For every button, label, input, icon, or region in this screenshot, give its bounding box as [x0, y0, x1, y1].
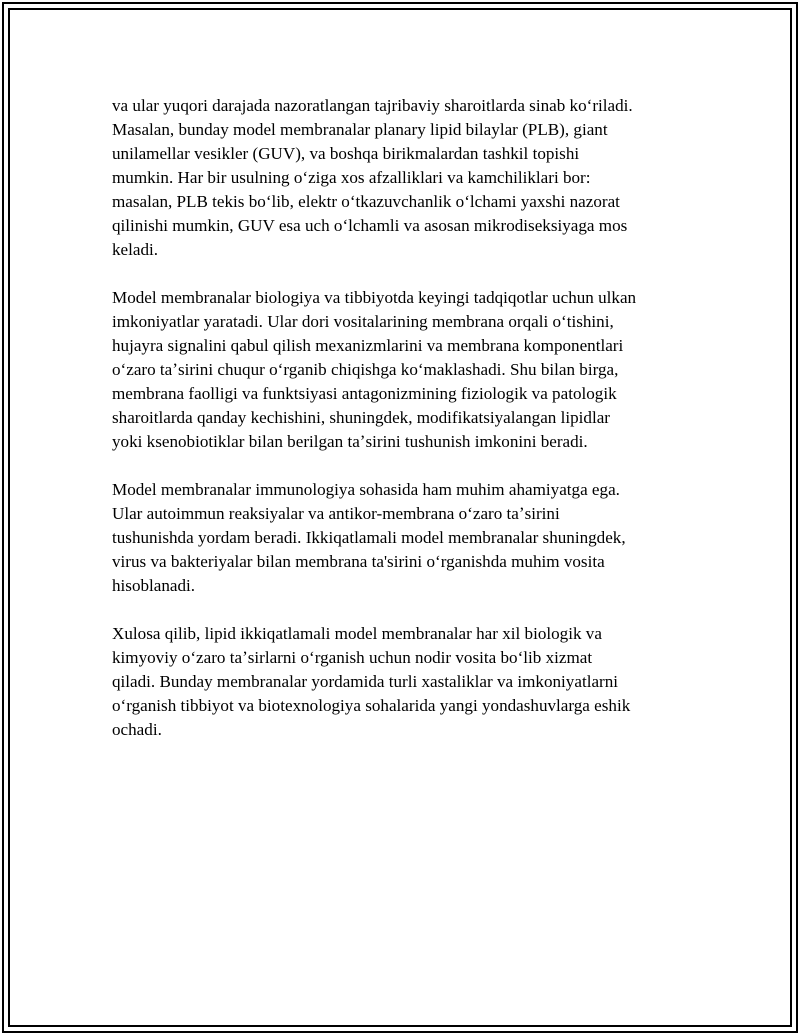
text-line: Model membranalar immunologiya sohasida ham muhim ahamiyatga ega.: [112, 480, 620, 499]
paragraph-2: [112, 286, 690, 454]
text-line: oʻzaro taʼsirini chuqur oʻrganib chiqishga koʻmaklashadi. Shu bilan birga,: [112, 360, 619, 379]
text-line: oʻrganish tibbiyot va biotexnologiya sohalarida yangi yondashuvlarga eshik: [112, 696, 631, 715]
text-line: tushunishda yordam beradi. Ikkiqatlamali model membranalar shuningdek,: [112, 528, 626, 547]
document-body: [112, 94, 690, 766]
text-line: yoki ksenobiotiklar bilan berilgan taʼsirini tushunish imkonini beradi.: [112, 432, 588, 451]
text-line: unilamellar vesikler (GUV), va boshqa birikmalardan tashkil topishi: [112, 144, 580, 163]
text-line: ochadi.: [112, 720, 162, 739]
text-line: va ular yuqori darajada nazoratlangan tajribaviy sharoitlarda sinab koʻriladi.: [112, 96, 633, 115]
text-line: masalan, PLB tekis boʻlib, elektr oʻtkazuvchanlik oʻlchami yaxshi nazorat: [112, 192, 620, 211]
text-line: qilinishi mumkin, GUV esa uch oʻlchamli va asosan mikrodiseksiyaga mos: [112, 216, 628, 235]
text-line: imkoniyatlar yaratadi. Ular dori vositalarining membrana orqali oʻtishini,: [112, 312, 614, 331]
paragraph-1: [112, 94, 690, 262]
text-line: hujayra signalini qabul qilish mexanizmlarini va membrana komponentlari: [112, 336, 624, 355]
text-line: membrana faolligi va funktsiyasi antagonizmining fiziologik va patologik: [112, 384, 617, 403]
text-line: keladi.: [112, 240, 159, 259]
text-line: virus va bakteriyalar bilan membrana ta'sirini oʻrganishda muhim vosita: [112, 552, 605, 571]
text-line: mumkin. Har bir usulning oʻziga xos afzalliklari va kamchiliklari bor:: [112, 168, 591, 187]
text-line: qiladi. Bunday membranalar yordamida turli xastaliklar va imkoniyatlarni: [112, 672, 619, 691]
paragraph-4: [112, 622, 690, 742]
text-line: kimyoviy oʻzaro taʼsirlarni oʻrganish uchun nodir vosita boʻlib xizmat: [112, 648, 593, 667]
text-line: Model membranalar biologiya va tibbiyotda keyingi tadqiqotlar uchun ulkan: [112, 288, 637, 307]
text-line: sharoitlarda qanday kechishini, shuningdek, modifikatsiyalangan lipidlar: [112, 408, 610, 427]
paragraph-3: [112, 478, 690, 598]
text-line: hisoblanadi.: [112, 576, 196, 595]
text-line: Xulosa qilib, lipid ikkiqatlamali model membranalar har xil biologik va: [112, 624, 602, 643]
text-line: Masalan, bunday model membranalar planary lipid bilaylar (PLB), giant: [112, 120, 608, 139]
text-line: Ular autoimmun reaksiyalar va antikor-membrana oʻzaro taʼsirini: [112, 504, 560, 523]
